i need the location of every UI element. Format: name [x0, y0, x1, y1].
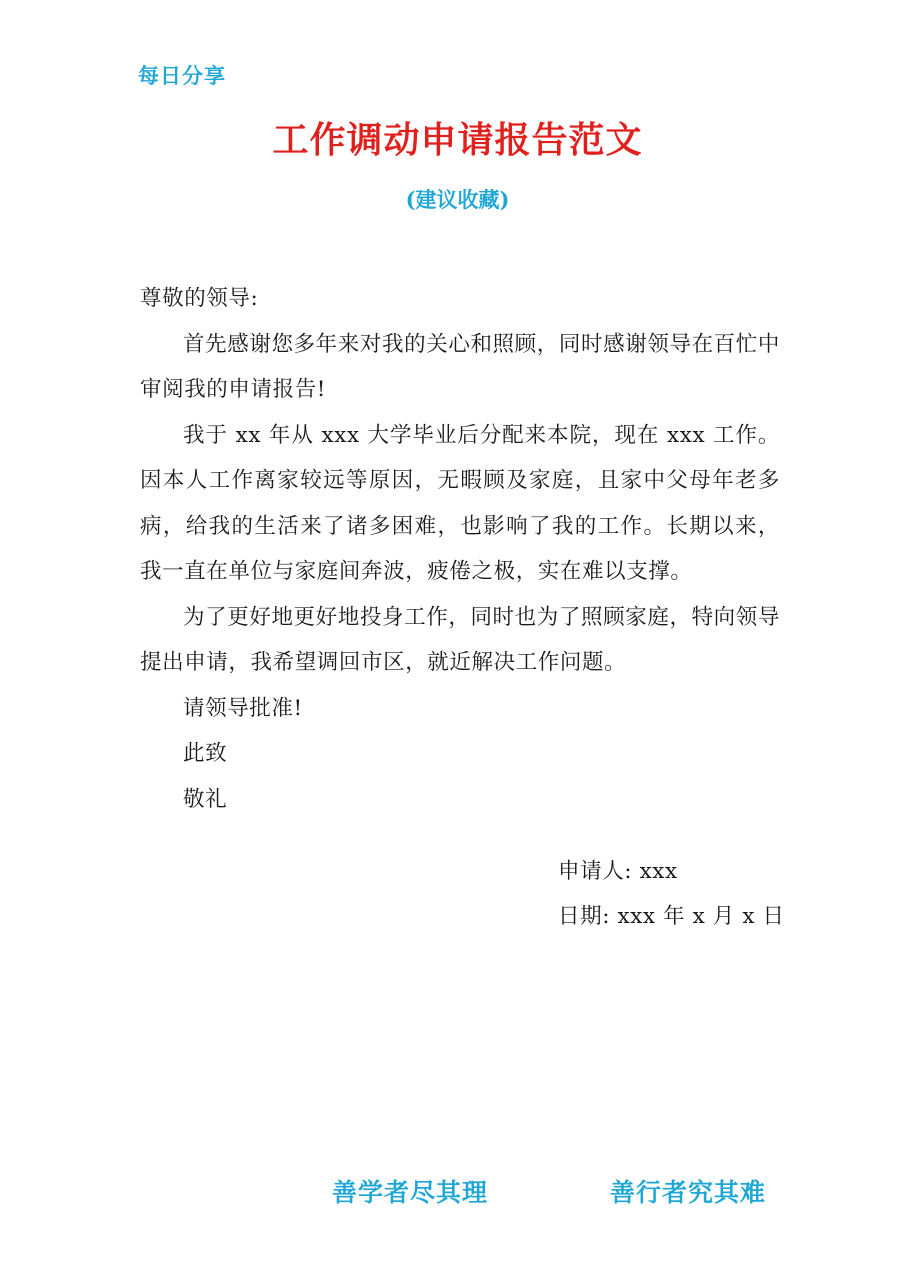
applicant-signature: 申请人: xxx [558, 859, 678, 884]
letter-body [140, 276, 780, 822]
application-date: 日期: xxx 年 x 月 x 日 [558, 904, 785, 929]
paragraph-background: 我于 xx 年从 xxx 大学毕业后分配来本院，现在 xxx 工作。因本人工作离家较远等原因，无暇顾及家庭，且家中父母年老多病，给我的生活来了诸多困难，也影响了我的工作。长期以来，我一直在单位与家庭间奔波，疲倦之极，实在难以支撑。 [140, 422, 780, 584]
document-title: 工作调动申请报告范文 [272, 119, 643, 161]
daily-share-tag: 每日分享 [138, 64, 226, 88]
closing-line-2: 敬礼 [183, 786, 228, 812]
footer-motto-left: 善学者尽其理 [332, 1178, 489, 1207]
document-subtitle: (建议收藏) [405, 187, 510, 212]
paragraph-approval: 请领导批准! [183, 695, 303, 721]
footer-motto-right: 善行者究其难 [610, 1178, 767, 1207]
closing-line-1: 此致 [183, 741, 228, 766]
paragraph-request: 为了更好地更好地投身工作，同时也为了照顾家庭，特向领导提出申请，我希望调回市区，就近解决工作问题。 [140, 604, 780, 675]
paragraph-thanks: 首先感谢您多年来对我的关心和照顾，同时感谢领导在百忙中审阅我的申请报告! [140, 331, 780, 402]
salutation: 尊敬的领导: [140, 286, 259, 311]
